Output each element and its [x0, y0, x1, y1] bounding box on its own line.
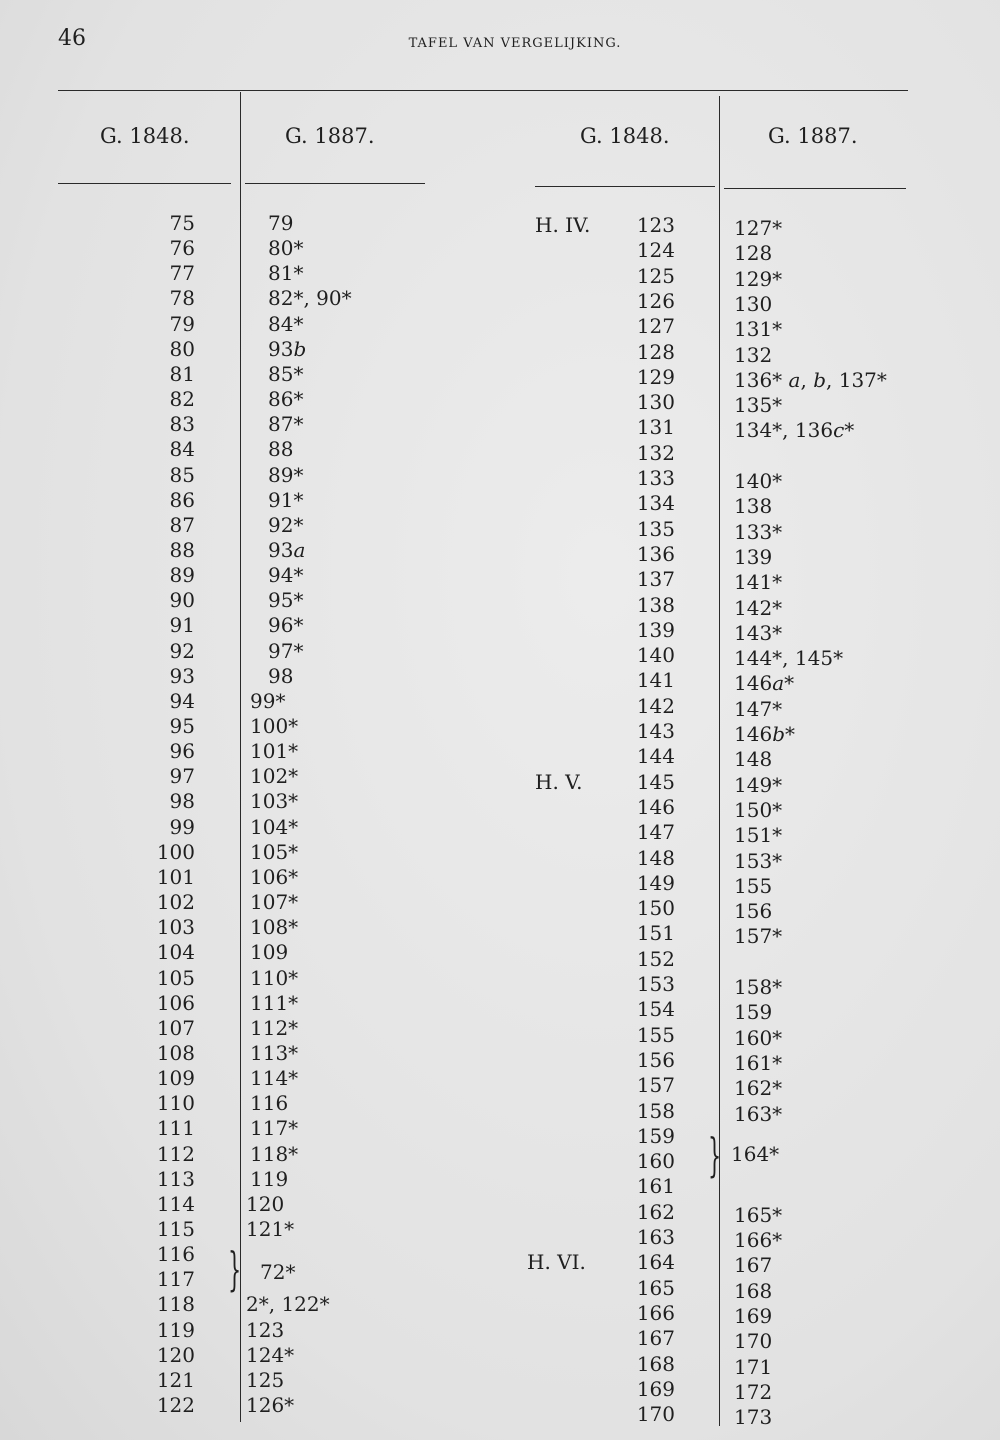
section-label: H. VI.	[527, 1250, 586, 1275]
g1887-reference: 150*	[734, 797, 783, 822]
g1848-number: 107	[156, 1015, 195, 1040]
g1848-number: 87	[169, 512, 195, 537]
g1887-reference: 93b	[268, 336, 307, 361]
g1848-number: 90	[169, 588, 195, 613]
g1848-number: 119	[156, 1317, 195, 1342]
g1887-reference: 141*	[734, 570, 783, 595]
g1887-reference: 165*	[734, 1202, 783, 1227]
header-right-g1887: G. 1887.	[768, 124, 858, 148]
g1887-reference: 108*	[250, 915, 299, 940]
g1848-number: 76	[169, 236, 195, 261]
page-number: 46	[58, 26, 86, 51]
g1848-number: 141	[636, 668, 675, 693]
g1848-number: 155	[636, 1022, 675, 1047]
g1887-reference: 98	[268, 663, 294, 688]
g1848-number: 154	[636, 997, 675, 1022]
g1848-number: 149	[636, 870, 675, 895]
g1887-reference: 159	[734, 1000, 773, 1025]
g1887-reference: 88	[268, 437, 294, 462]
g1887-reference: 123	[246, 1317, 285, 1342]
g1848-number: 144	[636, 744, 675, 769]
g1848-number: 156	[636, 1047, 675, 1072]
g1848-number: 166	[636, 1300, 675, 1325]
g1887-reference: 116	[250, 1091, 289, 1116]
g1848-number: 92	[169, 638, 195, 663]
g1887-reference: 125	[246, 1367, 285, 1392]
g1848-number: 115	[156, 1217, 195, 1241]
g1887-reference: 109	[250, 940, 289, 965]
g1887-reference: 140*	[734, 469, 783, 493]
g1887-reference: 139	[734, 544, 773, 569]
g1848-number: 138	[636, 592, 675, 617]
g1848-number: 82	[169, 387, 195, 412]
g1848-number: 96	[169, 739, 195, 764]
g1887-reference: 84*	[268, 311, 304, 336]
g1887-reference: 153*	[734, 848, 783, 873]
g1887-reference: 107*	[250, 890, 299, 915]
right-group-value: 164*	[731, 1142, 780, 1166]
g1848-number: 75	[169, 211, 195, 235]
header-left-g1887: G. 1887.	[285, 124, 375, 148]
g1848-number: 160	[636, 1149, 675, 1174]
g1887-reference: 136* a, b, 137*	[734, 367, 887, 392]
g1887-reference: 80*	[268, 236, 304, 261]
g1848-number: 99	[169, 814, 195, 839]
g1887-reference: 166*	[734, 1228, 783, 1252]
g1848-number: 116	[156, 1242, 195, 1267]
g1848-number: 102	[156, 890, 195, 915]
g1887-reference: 146b*	[734, 722, 795, 746]
g1887-reference: 127*	[734, 216, 783, 240]
g1848-number: 146	[636, 794, 675, 819]
g1848-number: 97	[169, 764, 195, 789]
g1887-reference: 131*	[734, 317, 783, 342]
column-divider-right	[719, 96, 720, 1426]
g1887-reference: 144*, 145*	[734, 646, 844, 671]
g1848-number: 125	[636, 263, 675, 288]
g1848-number: 140	[636, 643, 675, 668]
g1887-reference: 172	[734, 1379, 773, 1404]
g1848-number: 169	[636, 1376, 675, 1401]
g1848-number: 110	[156, 1091, 195, 1116]
brace-right-group: }	[708, 1128, 722, 1182]
g1887-reference: 156	[734, 899, 773, 924]
g1887-reference: 81*	[268, 261, 304, 286]
g1848-number: 127	[636, 314, 675, 339]
g1848-number: 86	[169, 487, 195, 512]
g1848-number: 147	[636, 820, 675, 845]
g1887-reference: 133*	[734, 519, 783, 544]
g1848-number: 77	[169, 261, 195, 286]
g1887-reference: 167	[734, 1253, 773, 1278]
header-rule	[58, 183, 231, 184]
g1848-number: 132	[636, 440, 675, 465]
g1887-reference: 112*	[250, 1015, 299, 1040]
g1887-reference: 82*, 90*	[268, 286, 352, 311]
g1887-reference: 130	[734, 291, 773, 316]
g1848-number: 101	[156, 864, 195, 889]
g1848-number: 135	[636, 516, 675, 541]
g1887-reference: 96*	[268, 613, 304, 638]
g1848-number: 143	[636, 719, 675, 743]
g1848-number: 162	[636, 1199, 675, 1224]
g1887-reference: 104*	[250, 814, 299, 839]
g1887-reference: 149*	[734, 772, 783, 797]
g1887-reference: 142*	[734, 595, 783, 620]
g1848-number: 131	[636, 415, 675, 440]
g1887-reference: 162*	[734, 1076, 783, 1101]
g1848-number: 157	[636, 1073, 675, 1098]
g1887-reference: 173	[734, 1405, 773, 1430]
g1848-number: 148	[636, 845, 675, 870]
g1848-number: 106	[156, 990, 195, 1015]
header-right-g1848: G. 1848.	[580, 124, 670, 148]
g1887-reference: 89*	[268, 462, 304, 487]
g1887-reference: 106*	[250, 864, 299, 889]
g1848-number: 139	[636, 617, 675, 642]
g1887-reference: 101*	[250, 739, 299, 764]
g1848-number: 105	[156, 965, 195, 990]
g1848-number: 104	[156, 940, 195, 965]
g1848-number: 142	[636, 693, 675, 718]
g1887-reference: 146a*	[734, 671, 795, 696]
g1887-reference: 168	[734, 1278, 773, 1303]
g1848-number: 163	[636, 1225, 675, 1249]
g1848-number: 114	[156, 1191, 195, 1216]
g1887-reference: 160*	[734, 1025, 783, 1050]
g1887-reference: 147*	[734, 696, 783, 721]
g1848-number: 165	[636, 1275, 675, 1300]
header-rule	[535, 186, 715, 187]
g1887-reference: 135*	[734, 393, 783, 418]
g1848-number: 158	[636, 1098, 675, 1123]
g1848-number: 79	[169, 311, 195, 336]
g1887-reference: 121*	[246, 1217, 295, 1241]
g1887-reference: 163*	[734, 1101, 783, 1126]
g1848-number: 81	[169, 361, 195, 386]
g1887-reference: 118*	[250, 1141, 299, 1166]
g1887-reference: 157*	[734, 924, 783, 949]
g1848-number: 117	[156, 1267, 195, 1292]
g1887-reference: 103*	[250, 789, 299, 814]
g1887-reference: 120	[246, 1191, 285, 1216]
g1887-reference: 117*	[250, 1116, 299, 1141]
g1848-number: 95	[169, 714, 195, 738]
g1887-reference: 86*	[268, 387, 304, 412]
g1848-number: 109	[156, 1066, 195, 1091]
g1848-number: 89	[169, 563, 195, 588]
left-group-value: 72*	[260, 1260, 296, 1284]
g1848-number: 126	[636, 288, 675, 313]
g1887-reference: 110*	[250, 965, 299, 990]
g1848-number: 133	[636, 466, 675, 490]
top-rule	[58, 90, 908, 91]
g1848-number: 151	[636, 921, 675, 946]
g1848-number: 161	[636, 1174, 675, 1199]
g1848-number: 112	[156, 1141, 195, 1166]
g1848-number: 103	[156, 915, 195, 940]
g1887-reference: 124*	[246, 1342, 295, 1367]
g1887-reference: 170	[734, 1329, 773, 1354]
g1848-number: 93	[169, 663, 195, 688]
g1848-number: 118	[156, 1292, 195, 1317]
g1848-number: 108	[156, 1040, 195, 1065]
g1848-number: 164	[636, 1250, 675, 1275]
g1887-reference: 99*	[250, 688, 286, 713]
g1848-number: 124	[636, 238, 675, 263]
g1848-number: 170	[636, 1402, 675, 1427]
g1848-number: 153	[636, 972, 675, 996]
g1887-reference: 151*	[734, 823, 783, 848]
g1848-number: 128	[636, 339, 675, 364]
g1887-reference: 92*	[268, 512, 304, 537]
g1848-number: 84	[169, 437, 195, 462]
section-label: H. IV.	[535, 213, 591, 237]
g1887-reference: 2*, 122*	[246, 1292, 330, 1317]
g1887-reference: 87*	[268, 412, 304, 437]
g1848-number: 152	[636, 946, 675, 971]
g1848-number: 168	[636, 1351, 675, 1376]
g1848-number: 100	[156, 839, 195, 864]
g1848-number: 145	[636, 769, 675, 794]
g1848-number: 150	[636, 896, 675, 921]
g1887-reference: 85*	[268, 361, 304, 386]
g1848-number: 83	[169, 412, 195, 437]
g1887-reference: 91*	[268, 487, 304, 512]
g1848-number: 80	[169, 336, 195, 361]
g1848-number: 121	[156, 1367, 195, 1392]
g1887-reference: 111*	[250, 990, 299, 1015]
g1887-reference: 171	[734, 1354, 773, 1379]
g1887-reference: 126*	[246, 1393, 295, 1418]
g1848-number: 88	[169, 537, 195, 562]
g1887-reference: 95*	[268, 588, 304, 613]
header-rule	[245, 183, 425, 184]
g1848-number: 136	[636, 541, 675, 566]
g1848-number: 120	[156, 1342, 195, 1367]
g1887-reference: 105*	[250, 839, 299, 864]
g1848-number: 159	[636, 1123, 675, 1148]
g1887-reference: 134*, 136c*	[734, 418, 855, 443]
g1848-number: 94	[169, 688, 195, 713]
g1887-reference: 97*	[268, 638, 304, 663]
g1848-number: 91	[169, 613, 195, 638]
g1887-reference: 119	[250, 1166, 289, 1191]
g1848-number: 123	[636, 213, 675, 237]
g1887-reference: 114*	[250, 1066, 299, 1091]
g1887-reference: 129*	[734, 266, 783, 291]
header-rule	[724, 188, 906, 189]
g1887-reference: 100*	[250, 714, 299, 738]
running-title: TAFEL VAN VERGELIJKING.	[408, 36, 622, 51]
g1887-reference: 138	[734, 494, 773, 519]
section-label: H. V.	[535, 769, 583, 794]
g1848-number: 78	[169, 286, 195, 311]
g1887-reference: 161*	[734, 1050, 783, 1075]
column-divider-left	[240, 92, 241, 1422]
g1848-number: 113	[156, 1166, 195, 1191]
g1848-number: 85	[169, 462, 195, 487]
g1887-reference: 93a	[268, 537, 306, 562]
g1848-number: 134	[636, 491, 675, 516]
g1848-number: 111	[156, 1116, 195, 1141]
g1848-number: 122	[156, 1393, 195, 1418]
g1887-reference: 102*	[250, 764, 299, 789]
g1848-number: 137	[636, 567, 675, 592]
header-left-g1848: G. 1848.	[100, 124, 190, 148]
g1887-reference: 158*	[734, 975, 783, 999]
g1887-reference: 143*	[734, 620, 783, 645]
g1848-number: 167	[636, 1326, 675, 1351]
brace-left-group: }	[228, 1242, 242, 1296]
g1887-reference: 132	[734, 342, 773, 367]
g1848-number: 130	[636, 390, 675, 415]
g1887-reference: 94*	[268, 563, 304, 588]
g1887-reference: 113*	[250, 1040, 299, 1065]
g1887-reference: 79	[268, 211, 294, 235]
g1848-number: 98	[169, 789, 195, 814]
g1887-reference: 128	[734, 241, 773, 266]
g1887-reference: 155	[734, 873, 773, 898]
g1887-reference: 148	[734, 747, 773, 772]
g1887-reference: 169	[734, 1303, 773, 1328]
g1848-number: 129	[636, 364, 675, 389]
